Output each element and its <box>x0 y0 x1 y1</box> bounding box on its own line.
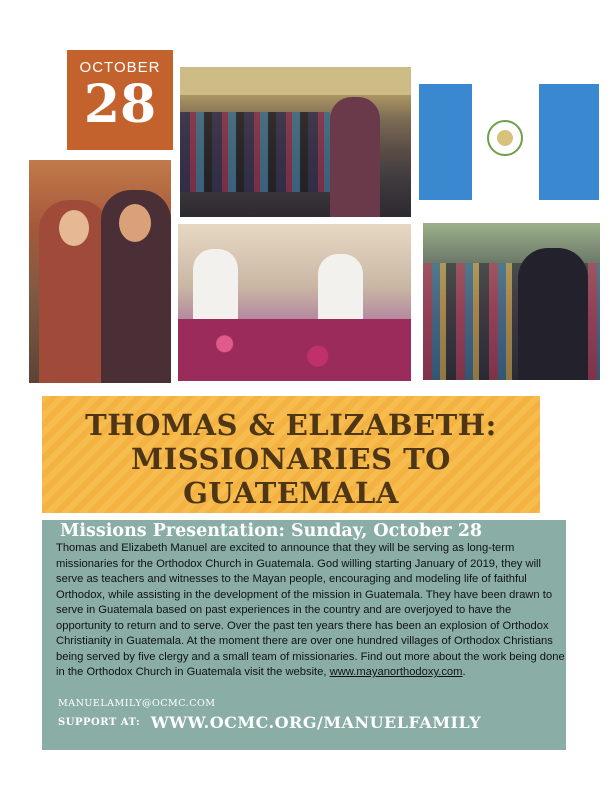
date-day: 28 <box>83 74 157 135</box>
guatemala-flag <box>419 84 599 200</box>
photo-couple <box>29 160 171 383</box>
support-label: SUPPORT AT: <box>58 717 141 728</box>
photo-crowd-seated <box>180 112 330 192</box>
title-banner <box>42 396 540 513</box>
photo-crowd <box>423 223 600 380</box>
email-link[interactable]: MANUELAMILY@OCMC.COM <box>58 698 216 709</box>
website-link[interactable]: www.mayanorthodoxy.com <box>329 666 463 678</box>
info-box <box>42 520 566 750</box>
flag-band-left <box>419 84 472 200</box>
presentation-heading: Missions Presentation: Sunday, October 28 <box>60 521 483 541</box>
flag-emblem-center <box>497 130 513 146</box>
date-month: OCTOBER <box>79 59 161 76</box>
photo-priest-figure <box>330 97 380 217</box>
photo-crowd-priest <box>518 248 588 380</box>
body-text-main: Thomas and Elizabeth Manuel are excited to announce that they will be serving as long-term missionaries for the Orthodox Church in Guatemala. God willing starting January of 2019, they will serve as teachers and witnesses to the Mayan people, encouraging and modeling life of faithful Orthodox, while assisting in the development of the mission in Guatemala. They have been drawn to serve in Guatemala based on past experiences in the country and are overjoyed to have the opportunity to return and to serve. Over the past ten years there has been an explosion of Orthodox Christianity in Guatemala. At the moment there are over one hundred villages of Orthodox Christians being served by five clergy and a small team of missionaries. Find out more about the work being done in the Orthodox Church in Guatemala visit the website, <box>56 542 565 678</box>
photo-veiled-girl-2 <box>318 254 363 319</box>
body-text-end: . <box>462 666 466 678</box>
page-title: THOMAS & ELIZABETH: MISSIONARIES TO GUATEMALA <box>85 408 497 510</box>
support-url-link[interactable]: WWW.OCMC.ORG/MANUELFAMILY <box>150 713 482 732</box>
date-badge <box>67 50 173 150</box>
photo-wall <box>180 67 411 95</box>
photo-congregation <box>180 67 411 217</box>
support-line <box>58 713 481 732</box>
photo-man-face <box>119 204 151 242</box>
photo-flower-petals <box>178 319 411 381</box>
photo-woman-face <box>59 210 89 246</box>
body-text <box>56 541 566 681</box>
photo-veiled-girl-1 <box>193 249 238 319</box>
photo-ceremony <box>178 224 411 381</box>
flag-band-right <box>539 84 599 200</box>
